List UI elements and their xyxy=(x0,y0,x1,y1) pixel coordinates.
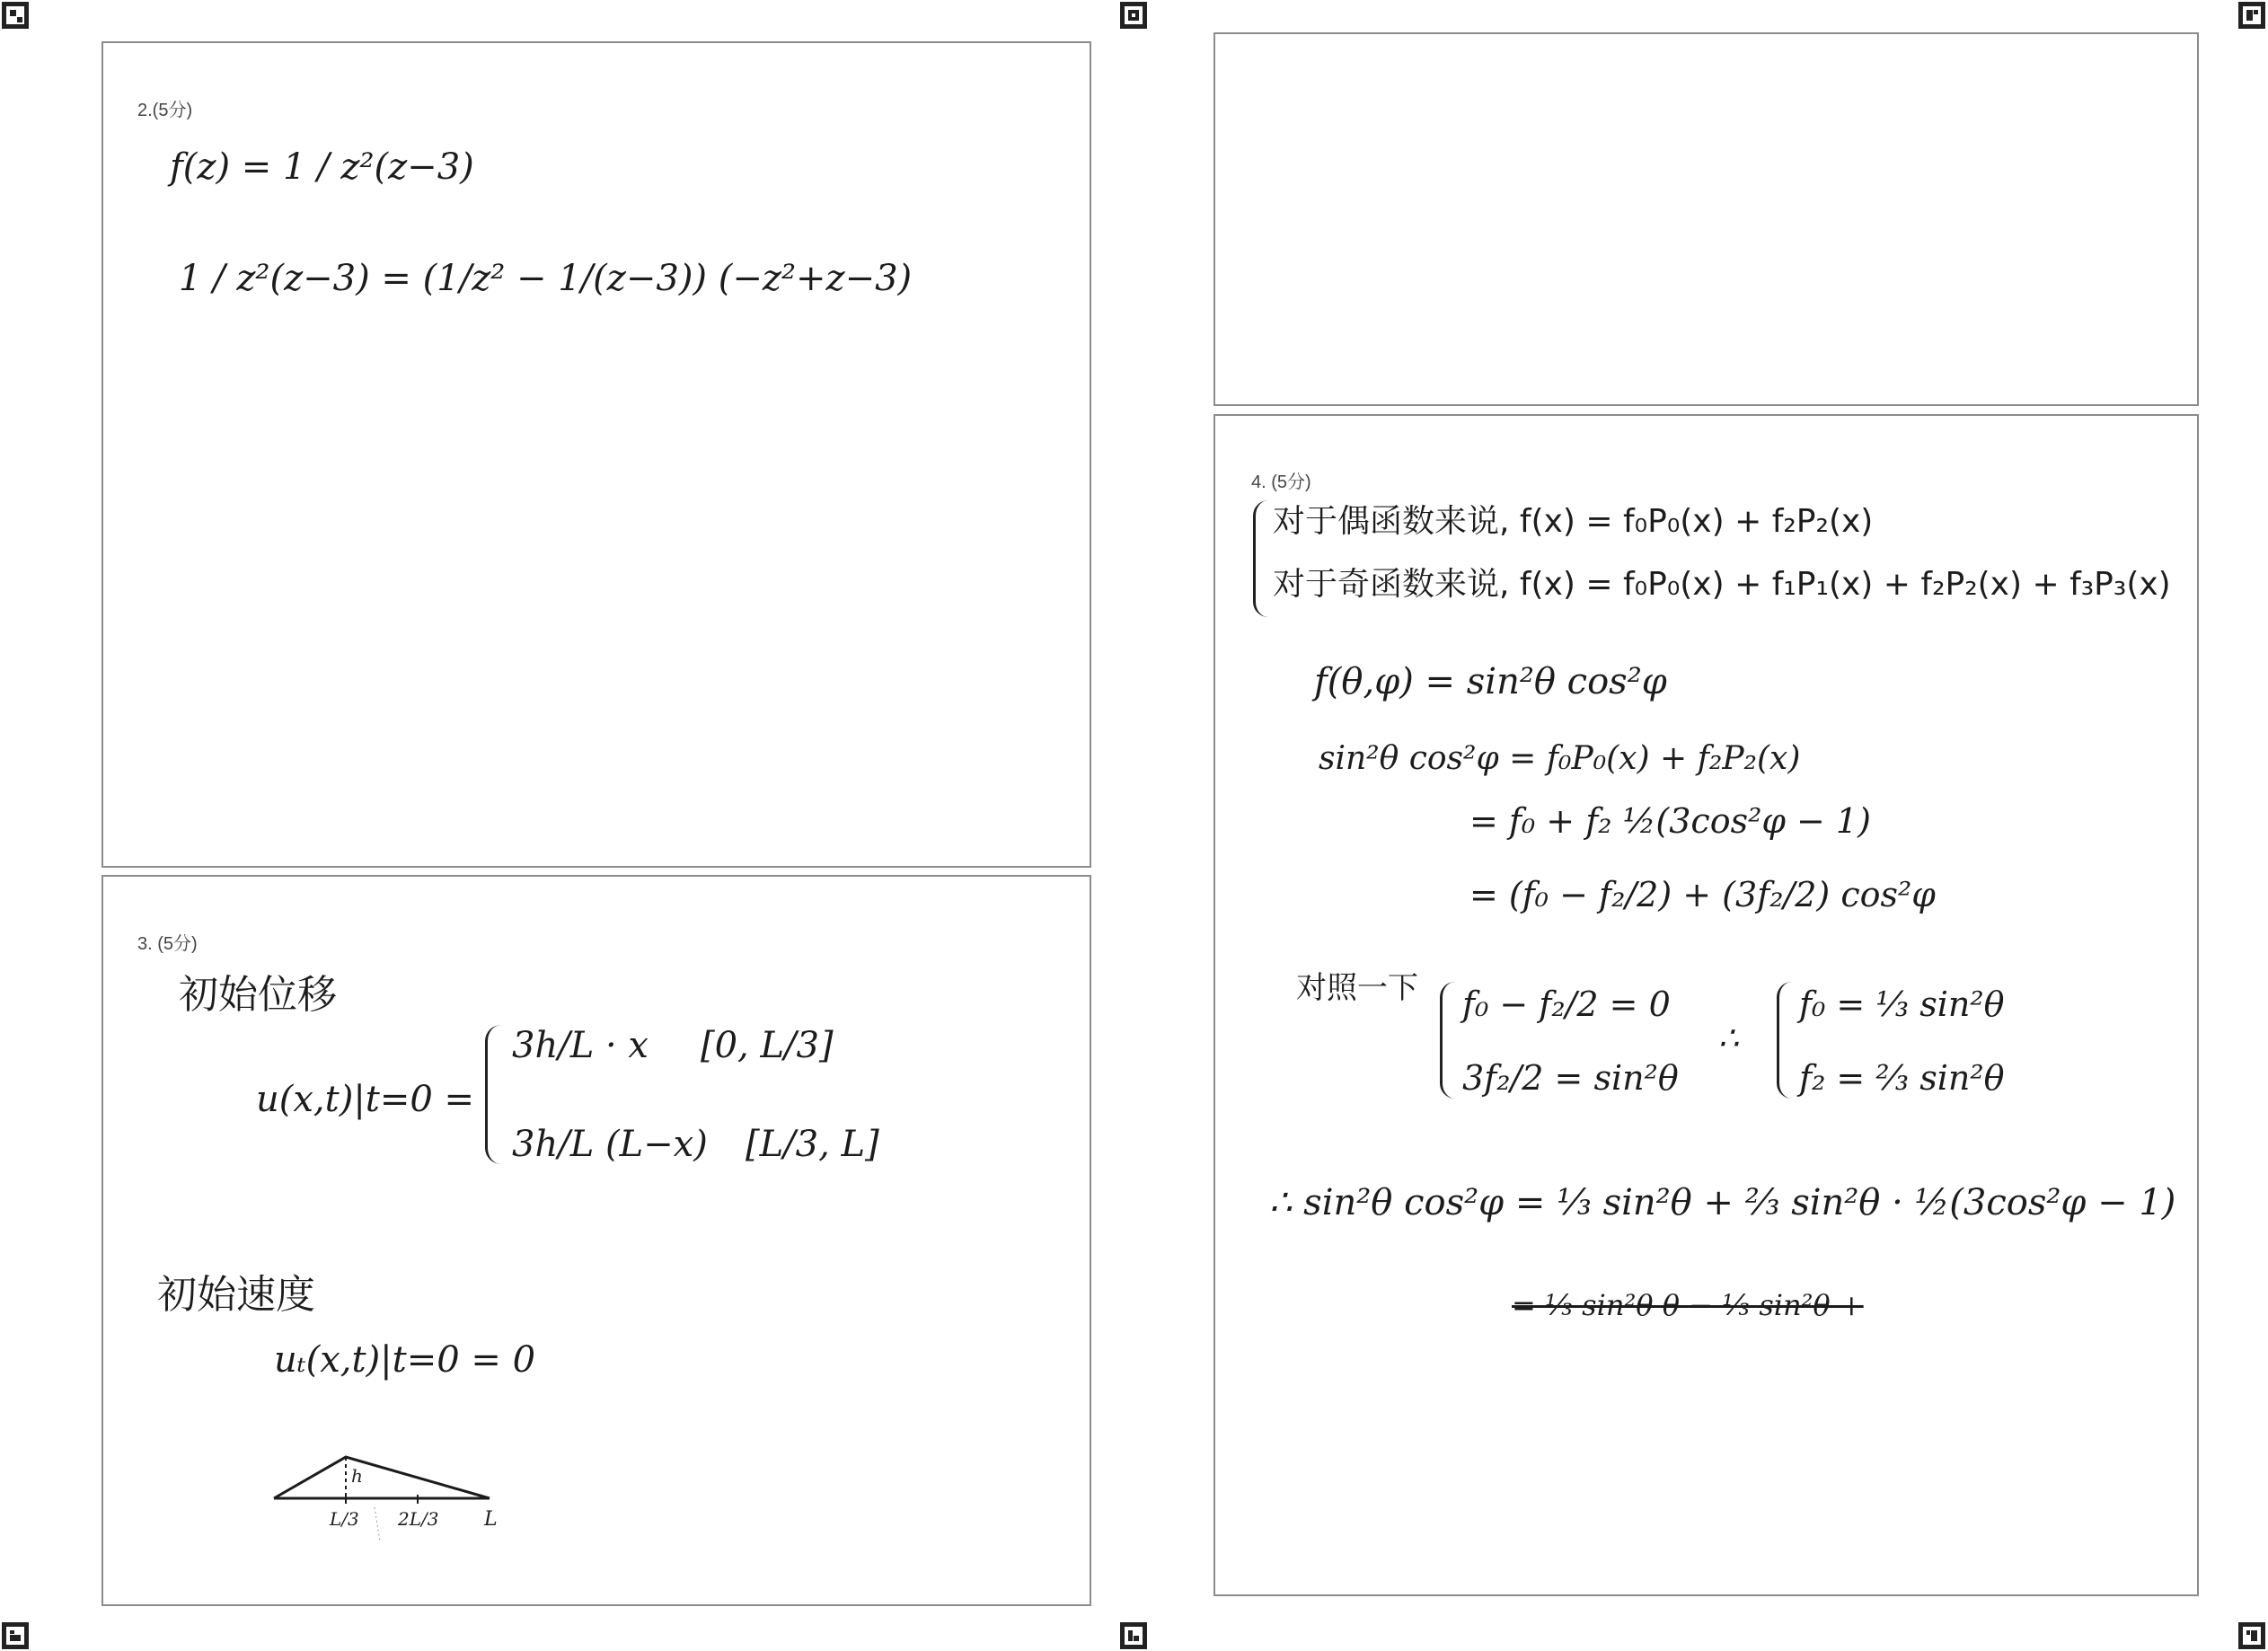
case-brace xyxy=(1253,500,1268,617)
question-label: 3. (5分) xyxy=(137,934,198,954)
handwritten-line: 对照一下 xyxy=(1296,970,1418,1006)
handwritten-line: 对于奇函数来说, f(x) = f₀P₀(x) + f₁P₁(x) + f₂P₂(x) + f₃P₃(x) xyxy=(1273,566,2171,603)
handwritten-line: ∴ sin²θ cos²φ = ⅓ sin²θ + ⅔ sin²θ · ½(3cos²φ − 1) xyxy=(1269,1182,2176,1223)
handwritten-line: sin²θ cos²φ = f₀P₀(x) + f₂P₂(x) xyxy=(1319,740,1801,777)
handwritten-line: 对于偶函数来说, f(x) = f₀P₀(x) + f₂P₂(x) xyxy=(1273,503,1874,540)
handwritten-line: 1 / z²(z−3) = (1/z² − 1/(z−3)) (−z²+z−3) xyxy=(179,258,913,299)
handwritten-line: f₂ = ⅔ sin²θ xyxy=(1799,1058,2005,1098)
height-label: h xyxy=(351,1465,363,1487)
corner-marker-br xyxy=(2238,1622,2265,1649)
answer-box-blank xyxy=(1213,32,2199,406)
heading-initial-displacement: 初始位移 xyxy=(179,972,337,1018)
handwritten-line: u(x,t)|t=0 = xyxy=(256,1079,475,1120)
tick-label: 2L/3 xyxy=(398,1508,439,1530)
corner-marker-tr xyxy=(2238,2,2265,29)
piecewise-brace xyxy=(485,1025,504,1164)
corner-marker-bl xyxy=(2,1622,29,1649)
triangle-diagram xyxy=(265,1443,561,1577)
handwritten-line: f(z) = 1 / z²(z−3) xyxy=(170,146,474,188)
handwritten-line: f(θ,φ) = sin²θ cos²φ xyxy=(1314,661,1667,702)
therefore-symbol: ∴ xyxy=(1718,1020,1739,1057)
corner-marker-bc xyxy=(1120,1622,1147,1649)
answer-box-q3 xyxy=(101,875,1091,1606)
handwritten-line: f₀ − f₂/2 = 0 xyxy=(1462,984,1671,1024)
handwritten-line: = (f₀ − f₂/2) + (3f₂/2) cos²φ xyxy=(1469,875,1936,914)
case-expression: 3h/L · x xyxy=(512,1025,649,1066)
handwritten-line: f₀ = ⅓ sin²θ xyxy=(1799,984,2005,1024)
solution-brace xyxy=(1777,982,1792,1099)
handwritten-line: 3f₂/2 = sin²θ xyxy=(1462,1058,1679,1098)
tick-label: L xyxy=(484,1508,498,1531)
handwritten-line: = f₀ + f₂ ½(3cos²φ − 1) xyxy=(1469,801,1871,841)
answer-box-q4 xyxy=(1213,414,2199,1596)
tick-label: L/3 xyxy=(330,1508,359,1530)
answer-box-q2 xyxy=(101,41,1091,868)
case-range: [0, L/3] xyxy=(701,1025,834,1066)
handwritten-line: uₜ(x,t)|t=0 = 0 xyxy=(274,1339,536,1381)
corner-marker-tc xyxy=(1120,2,1147,29)
case-expression: 3h/L (L−x) xyxy=(512,1124,708,1165)
heading-initial-velocity: 初始速度 xyxy=(157,1272,315,1318)
crossed-out-line: = ⅓ sin²θ θ − ⅓ sin²θ + xyxy=(1512,1288,1864,1322)
case-range: [L/3, L] xyxy=(746,1124,879,1165)
question-label: 2.(5分) xyxy=(137,101,193,120)
question-label: 4. (5分) xyxy=(1251,472,1311,492)
corner-marker-tl xyxy=(2,2,29,29)
system-brace xyxy=(1440,982,1455,1099)
